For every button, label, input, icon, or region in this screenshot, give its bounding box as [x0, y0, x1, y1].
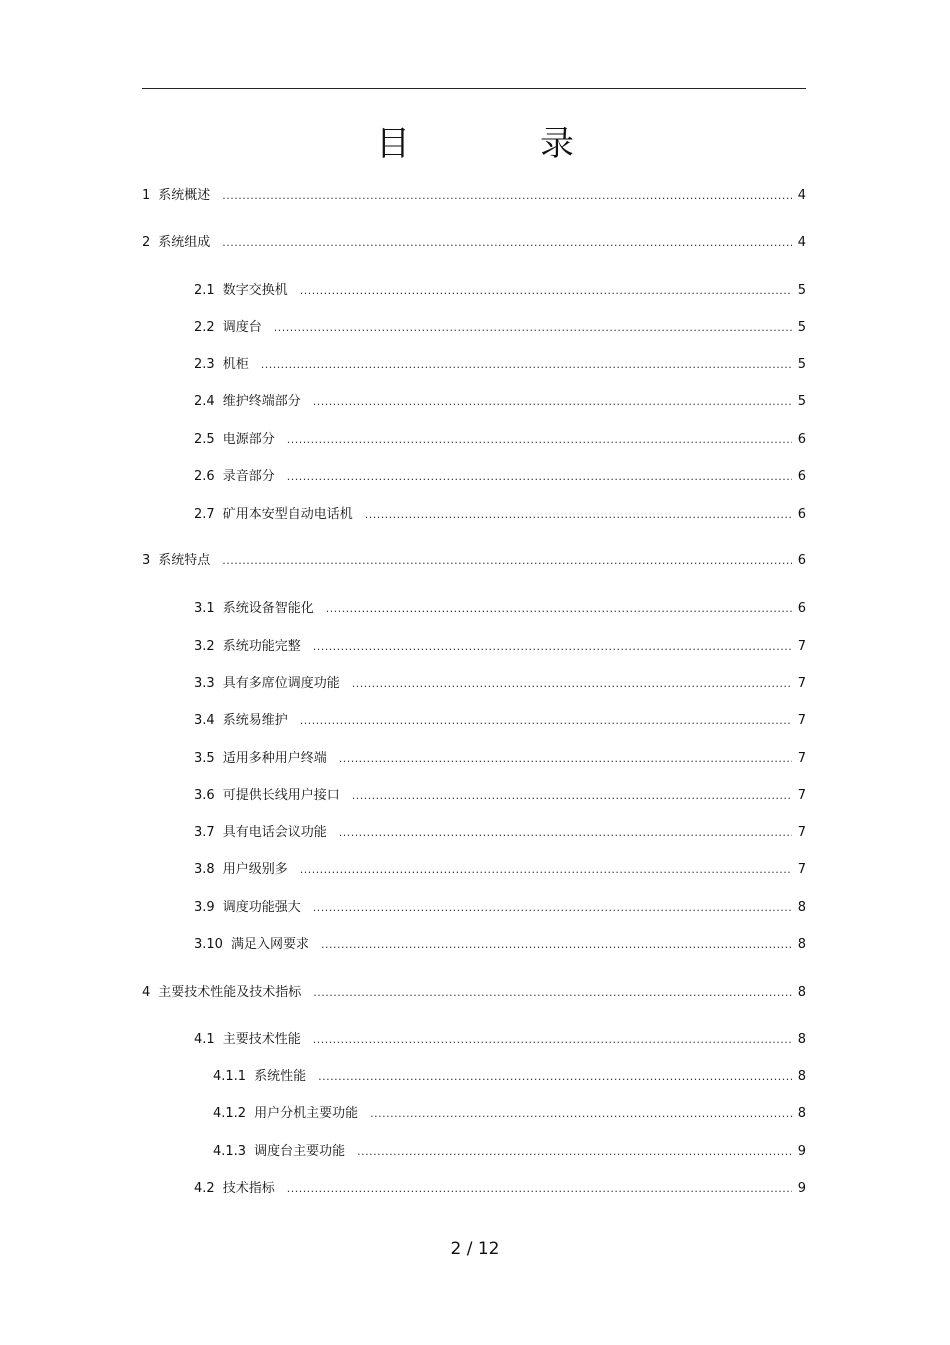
- toc-entry-number: 4: [142, 985, 151, 1000]
- toc-dot-leader: [222, 187, 792, 205]
- toc-entry-number: 3.6: [194, 788, 215, 803]
- toc-dot-leader: [300, 712, 792, 730]
- toc-dot-leader: [339, 824, 792, 842]
- toc-entry-title: 维护终端部分: [222, 394, 301, 409]
- toc-entry-page: 8: [797, 1106, 806, 1121]
- toc-dot-leader: [313, 984, 792, 1002]
- toc-entry[interactable]: [194, 1180, 806, 1198]
- toc-entry-title: 满足入网要求: [230, 937, 309, 952]
- toc-entry-page: 4: [797, 235, 806, 250]
- toc-dot-leader: [300, 861, 792, 879]
- toc-entry-title: 机柜: [222, 357, 249, 372]
- toc-entry-number: 3.1: [194, 601, 215, 616]
- toc-entry-title: 电源部分: [222, 432, 275, 447]
- toc-dot-leader: [321, 936, 792, 954]
- toc-entry[interactable]: [194, 675, 806, 693]
- toc-entry-title: 录音部分: [222, 469, 275, 484]
- toc-entry-title: 调度台: [222, 320, 262, 335]
- toc-dot-leader: [222, 234, 792, 252]
- toc-entry-title: 调度功能强大: [222, 900, 301, 915]
- toc-entry-title: 具有电话会议功能: [222, 825, 327, 840]
- toc-entry[interactable]: [142, 187, 806, 205]
- toc-dot-leader: [313, 899, 792, 917]
- toc-entry-page: 6: [797, 553, 806, 568]
- toc-entry-title: 矿用本安型自动电话机: [222, 507, 353, 522]
- toc-entry[interactable]: [213, 1105, 806, 1123]
- toc-entry-number: 2.6: [194, 469, 215, 484]
- toc-entry-title: 系统易维护: [222, 713, 288, 728]
- toc-entry-title: 主要技术性能及技术指标: [158, 985, 302, 1000]
- toc-entry-number: 3: [142, 553, 151, 568]
- page-title: 目 录: [376, 124, 622, 164]
- toc-entry-page: 8: [797, 1032, 806, 1047]
- toc-dot-leader: [326, 600, 792, 618]
- toc-entry-page: 6: [797, 507, 806, 522]
- toc-entry-title: 数字交换机: [222, 283, 288, 298]
- toc-entry-page: 9: [797, 1181, 806, 1196]
- toc-dot-leader: [287, 431, 792, 449]
- toc-dot-leader: [287, 1180, 792, 1198]
- toc-dot-leader: [222, 552, 792, 570]
- toc-entry-title: 技术指标: [222, 1181, 275, 1196]
- toc-dot-leader: [352, 675, 792, 693]
- toc-entry-page: 6: [797, 432, 806, 447]
- toc-dot-leader: [339, 750, 792, 768]
- toc-entry-page: 7: [797, 825, 806, 840]
- toc-entry-number: 2.4: [194, 394, 215, 409]
- toc-entry-number: 3.4: [194, 713, 215, 728]
- toc-entry[interactable]: [194, 824, 806, 842]
- toc-entry-number: 2.2: [194, 320, 215, 335]
- toc-entry-number: 4.1: [194, 1032, 215, 1047]
- toc-entry-number: 3.7: [194, 825, 215, 840]
- toc-entry-title: 调度台主要功能: [254, 1144, 346, 1159]
- toc-entry-page: 5: [797, 320, 806, 335]
- toc-dot-leader: [370, 1105, 792, 1123]
- toc-entry-title: 适用多种用户终端: [222, 751, 327, 766]
- toc-entry[interactable]: [194, 393, 806, 411]
- toc-entry-page: 5: [797, 357, 806, 372]
- toc-dot-leader: [261, 356, 792, 374]
- toc-entry-title: 系统设备智能化: [222, 601, 314, 616]
- toc-entry-page: 7: [797, 639, 806, 654]
- toc-entry-number: 4.1.1: [213, 1069, 247, 1084]
- page-number: 2 / 12: [450, 1239, 500, 1259]
- toc-entry-title: 可提供长线用户接口: [222, 788, 340, 803]
- toc-entry-page: 7: [797, 676, 806, 691]
- toc-entry[interactable]: [194, 1031, 806, 1049]
- toc-entry[interactable]: [194, 356, 806, 374]
- toc-entry-number: 4.1.3: [213, 1144, 247, 1159]
- toc-entry-page: 5: [797, 283, 806, 298]
- toc-entry[interactable]: [194, 638, 806, 656]
- toc-entry[interactable]: [194, 319, 806, 337]
- toc-dot-leader: [287, 468, 792, 486]
- toc-entry[interactable]: [194, 431, 806, 449]
- toc-entry-page: 8: [797, 985, 806, 1000]
- toc-entry[interactable]: [194, 282, 806, 300]
- toc-entry-number: 3.3: [194, 676, 215, 691]
- toc-entry-title: 具有多席位调度功能: [222, 676, 340, 691]
- toc-dot-leader: [274, 319, 792, 337]
- toc-entry-number: 1: [142, 188, 151, 203]
- toc-entry[interactable]: [194, 787, 806, 805]
- toc-entry-page: 7: [797, 713, 806, 728]
- toc-dot-leader: [357, 1143, 792, 1161]
- toc-entry-page: 9: [797, 1144, 806, 1159]
- toc-entry-page: 8: [797, 1069, 806, 1084]
- toc-entry[interactable]: [194, 936, 806, 954]
- toc-dot-leader: [313, 393, 792, 411]
- toc-dot-leader: [365, 506, 792, 524]
- toc-entry[interactable]: [194, 468, 806, 486]
- toc-entry[interactable]: [213, 1143, 806, 1161]
- toc-entry-page: 7: [797, 788, 806, 803]
- toc-entry[interactable]: [194, 750, 806, 768]
- toc-entry-page: 4: [797, 188, 806, 203]
- toc-entry-number: 2.7: [194, 507, 215, 522]
- toc-entry[interactable]: [194, 600, 806, 618]
- toc-entry-page: 8: [797, 900, 806, 915]
- toc-entry[interactable]: [142, 234, 806, 252]
- toc-entry-page: 5: [797, 394, 806, 409]
- toc-entry-page: 6: [797, 469, 806, 484]
- toc-entry-title: 系统组成: [158, 235, 211, 250]
- toc-entry-number: 3.9: [194, 900, 215, 915]
- toc-dot-leader: [352, 787, 792, 805]
- toc-entry[interactable]: [194, 861, 806, 879]
- toc-entry-number: 3.5: [194, 751, 215, 766]
- toc-entry-title: 系统性能: [254, 1069, 307, 1084]
- toc-entry-title: 系统功能完整: [222, 639, 301, 654]
- toc-entry-title: 主要技术性能: [222, 1032, 301, 1047]
- toc-entry[interactable]: [142, 984, 806, 1002]
- toc-entry-page: 6: [797, 601, 806, 616]
- toc-entry[interactable]: [194, 899, 806, 917]
- toc-dot-leader: [300, 282, 792, 300]
- toc-entry-number: 2.5: [194, 432, 215, 447]
- toc-dot-leader: [313, 638, 792, 656]
- toc-entry-title: 用户分机主要功能: [254, 1106, 359, 1121]
- toc-entry-page: 7: [797, 862, 806, 877]
- toc-entry-number: 4.1.2: [213, 1106, 247, 1121]
- toc-dot-leader: [313, 1031, 792, 1049]
- toc-entry-number: 3.10: [194, 937, 223, 952]
- toc-entry[interactable]: [194, 712, 806, 730]
- toc-entry-page: 7: [797, 751, 806, 766]
- toc-entry-title: 系统特点: [158, 553, 211, 568]
- toc-entry[interactable]: [194, 506, 806, 524]
- toc-dot-leader: [318, 1068, 792, 1086]
- toc-entry-number: 3.8: [194, 862, 215, 877]
- toc-entry-number: 3.2: [194, 639, 215, 654]
- toc-entry-number: 4.2: [194, 1181, 215, 1196]
- toc-entry-page: 8: [797, 937, 806, 952]
- toc-entry[interactable]: [142, 552, 806, 570]
- toc-entry-number: 2: [142, 235, 151, 250]
- toc-entry-number: 2.1: [194, 283, 215, 298]
- toc-entry[interactable]: [213, 1068, 806, 1086]
- toc-entry-title: 用户级别多: [222, 862, 288, 877]
- toc-entry-title: 系统概述: [158, 188, 211, 203]
- toc-entry-number: 2.3: [194, 357, 215, 372]
